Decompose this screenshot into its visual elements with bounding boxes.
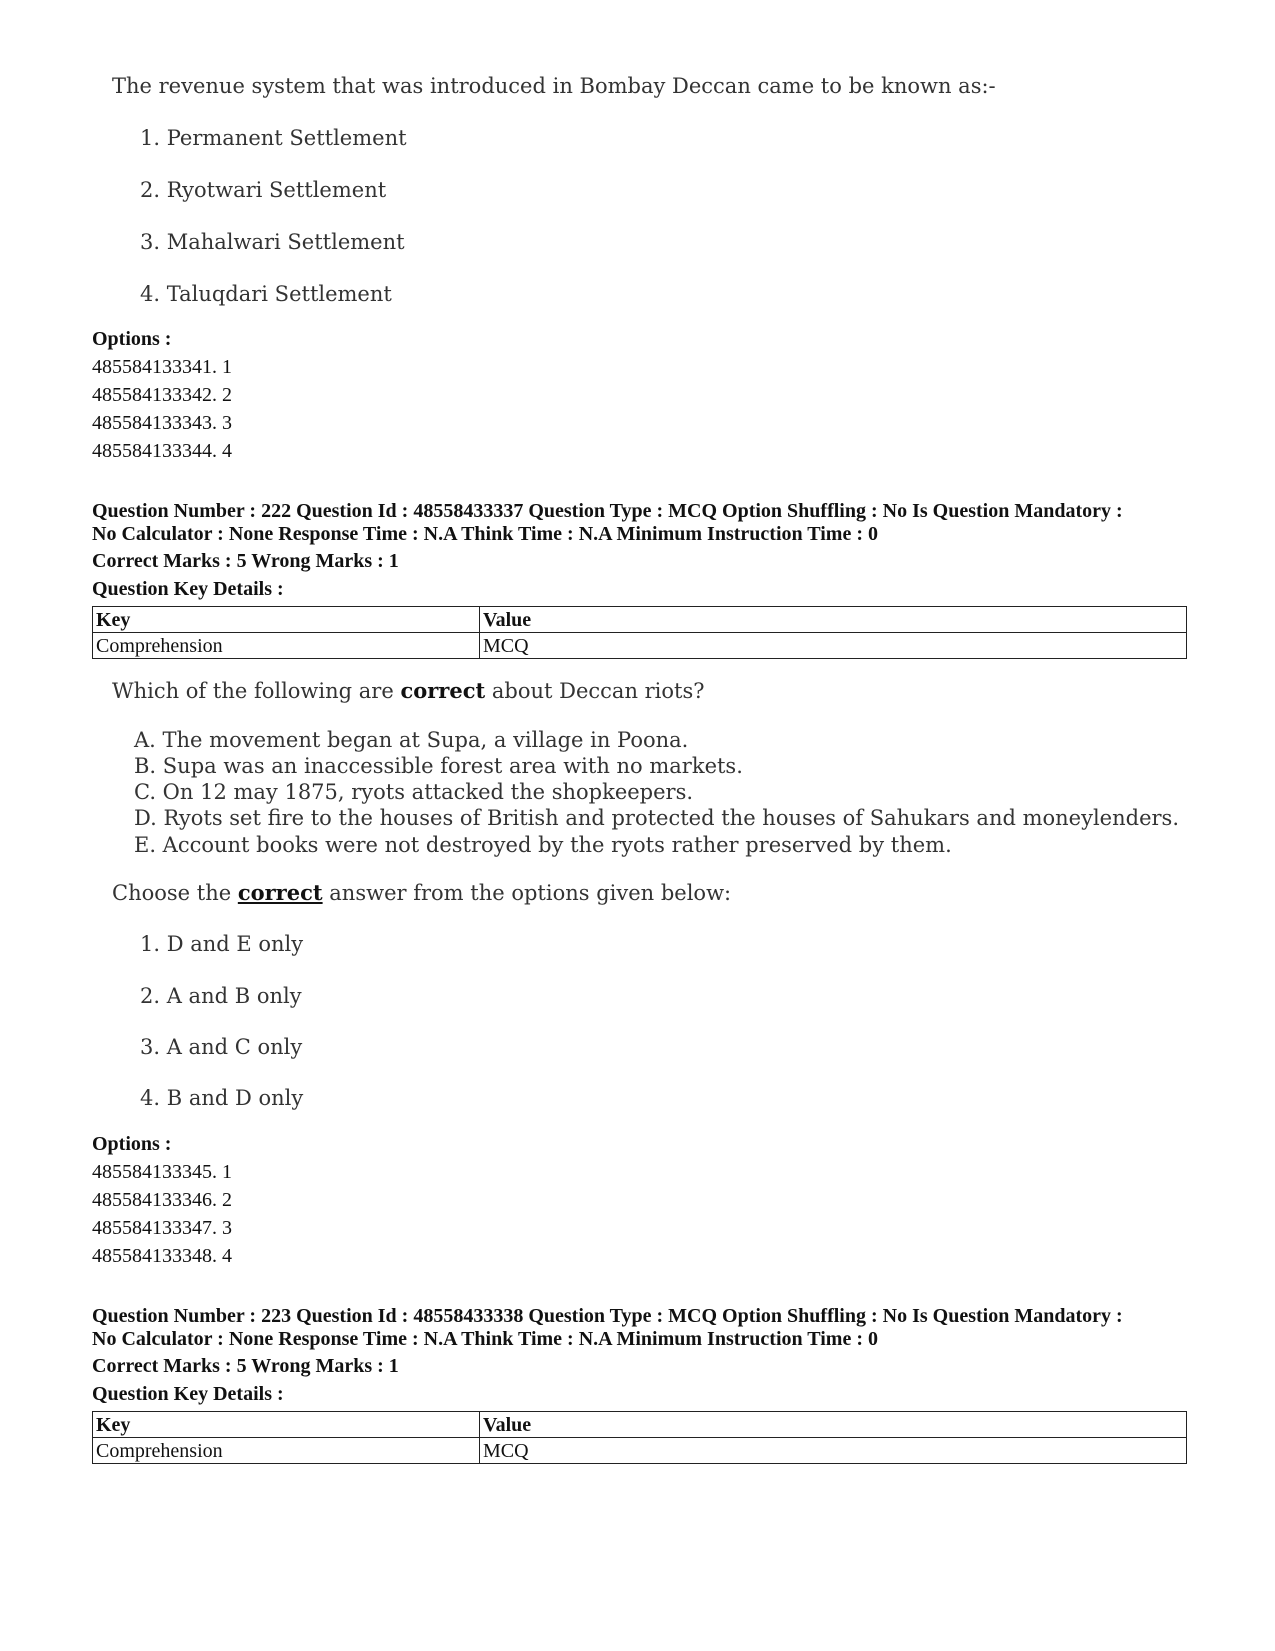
instruction-text: answer from the options given below:	[322, 881, 732, 905]
table-cell: MCQ	[480, 633, 1187, 659]
statement-item: C. On 12 may 1875, ryots attacked the shopkeepers.	[134, 780, 694, 804]
table-cell: Comprehension	[93, 633, 480, 659]
table-header-row	[93, 1412, 1187, 1438]
options-label: Options :	[92, 328, 172, 350]
choice-item: 1. D and E only	[140, 932, 304, 956]
question-meta	[92, 1305, 1202, 1351]
choice-item: 4. Taluqdari Settlement	[140, 282, 392, 306]
option-line: 485584133345. 1	[92, 1161, 232, 1183]
table-row	[93, 1438, 1187, 1464]
key-details-table	[92, 1411, 1187, 1464]
table-row	[93, 633, 1187, 659]
table-header-cell: Value	[480, 607, 1187, 633]
choice-item: 4. B and D only	[140, 1086, 304, 1110]
question-meta-line: No Calculator : None Response Time : N.A Think Time : N.A Minimum Instruction Time : 0	[92, 1328, 878, 1350]
question-stem	[112, 678, 705, 703]
instruction-text: Choose the	[112, 881, 238, 905]
table-header-cell: Value	[480, 1412, 1187, 1438]
option-line: 485584133343. 3	[92, 412, 232, 434]
option-line: 485584133346. 2	[92, 1189, 232, 1211]
option-line: 485584133342. 2	[92, 384, 232, 406]
option-line: 485584133344. 4	[92, 440, 232, 462]
table-header-cell: Key	[93, 607, 480, 633]
table-cell: Comprehension	[93, 1438, 480, 1464]
question-meta	[92, 500, 1202, 546]
choice-item: 3. A and C only	[140, 1035, 303, 1059]
key-details-table	[92, 606, 1187, 659]
key-details-label: Question Key Details :	[92, 1383, 284, 1405]
choose-instruction	[112, 880, 731, 905]
table-header-row	[93, 607, 1187, 633]
options-label: Options :	[92, 1133, 172, 1155]
stem-emphasis: correct	[400, 678, 486, 703]
question-stem: The revenue system that was introduced in Bombay Deccan came to be known as:-	[112, 74, 996, 98]
table-header-cell: Key	[93, 1412, 480, 1438]
stem-text: Which of the following are	[112, 679, 401, 703]
stem-text: about Deccan riots?	[485, 679, 705, 703]
choice-item: 2. Ryotwari Settlement	[140, 178, 387, 202]
choice-item: 1. Permanent Settlement	[140, 126, 407, 150]
marks-line: Correct Marks : 5 Wrong Marks : 1	[92, 1355, 399, 1377]
choice-item: 2. A and B only	[140, 984, 302, 1008]
question-meta-line: Question Number : 222 Question Id : 48558433337 Question Type : MCQ Option Shuffling : No Is Question Mandatory :	[92, 500, 1123, 522]
choice-item: 3. Mahalwari Settlement	[140, 230, 405, 254]
statement-item: D. Ryots set fire to the houses of British and protected the houses of Sahukars and moneylenders.	[134, 806, 1179, 830]
question-meta-line: No Calculator : None Response Time : N.A Think Time : N.A Minimum Instruction Time : 0	[92, 523, 878, 545]
statement-item: A. The movement began at Supa, a village in Poona.	[134, 728, 689, 752]
option-line: 485584133341. 1	[92, 356, 232, 378]
statement-item: E. Account books were not destroyed by the ryots rather preserved by them.	[134, 833, 952, 857]
option-line: 485584133348. 4	[92, 1245, 232, 1267]
option-line: 485584133347. 3	[92, 1217, 232, 1239]
question-meta-line: Question Number : 223 Question Id : 48558433338 Question Type : MCQ Option Shuffling : No Is Question Mandatory :	[92, 1305, 1123, 1327]
table-cell: MCQ	[480, 1438, 1187, 1464]
instruction-emphasis: correct	[237, 880, 323, 905]
statement-item: B. Supa was an inaccessible forest area with no markets.	[134, 754, 743, 778]
key-details-label: Question Key Details :	[92, 578, 284, 600]
marks-line: Correct Marks : 5 Wrong Marks : 1	[92, 550, 399, 572]
